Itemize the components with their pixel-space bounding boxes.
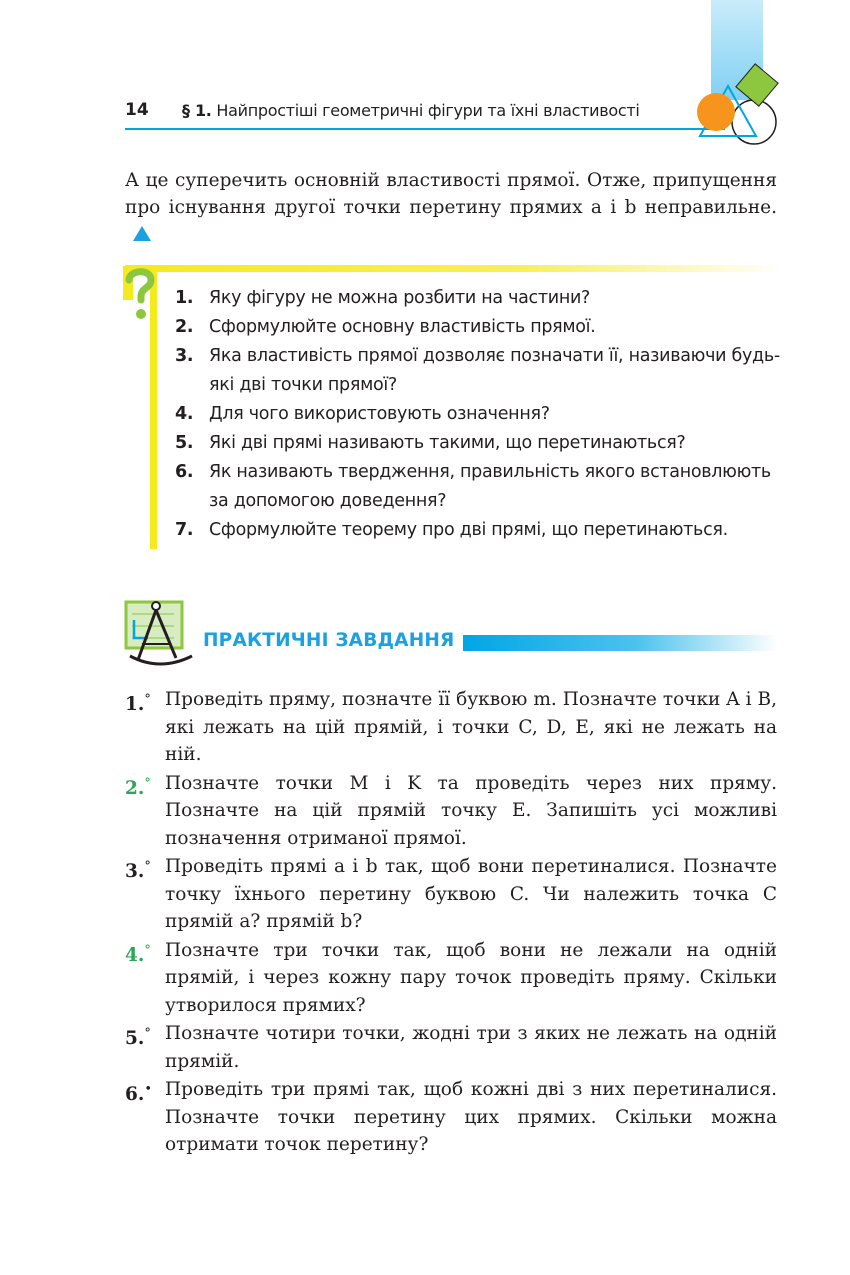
task-item [125, 937, 777, 1020]
end-of-proof-icon [133, 226, 151, 241]
question-text: Сформулюйте основну властивість прямої. [209, 317, 596, 337]
practical-tasks-list [125, 686, 777, 1160]
question-item [175, 516, 785, 545]
drafting-compass-icon [124, 600, 196, 668]
question-item [175, 342, 785, 400]
practical-tasks-title: ПРАКТИЧНІ ЗАВДАННЯ [203, 630, 455, 651]
practical-tasks-bar [463, 635, 778, 651]
page-number: 14 [125, 100, 149, 120]
question-number: 3. [175, 346, 194, 366]
question-text: Для чого використовують означення? [209, 404, 550, 424]
task-item [125, 853, 777, 936]
question-item [175, 313, 785, 342]
question-number: 2. [175, 317, 194, 337]
intro-text: А це суперечить основній властивості прямої. Отже, припущення про існування другої точки перетину прямих a і b неправильне. [125, 169, 777, 218]
task-item [125, 770, 777, 853]
task-number: 2.° [125, 775, 151, 799]
task-number: 4.° [125, 942, 151, 966]
task-number: 1.° [125, 692, 151, 716]
task-text: Проведіть три прямі так, щоб кожні дві з них перетиналися. Позначте точки перетину цих прямих. Скільки можна отримати точок перетину? [165, 1079, 777, 1155]
question-text: Які дві прямі називають такими, що перетинаються? [209, 433, 686, 453]
task-item [125, 686, 777, 769]
review-questions-list [175, 284, 785, 545]
question-number: 4. [175, 404, 194, 424]
header-rule [125, 128, 725, 130]
question-item [175, 400, 785, 429]
question-mark-icon [123, 266, 159, 324]
task-text: Позначте точки M і K та проведіть через них пряму. Позначте на цій прямій точку E. Запишіть усі можливі позначення отриманої прямої. [165, 772, 777, 849]
question-number: 6. [175, 462, 194, 482]
question-text: Яка властивість прямої дозволяє позначати її, називаючи будь-які дві точки прямої? [209, 346, 780, 395]
intro-paragraph [125, 167, 777, 248]
task-number: 5.° [125, 1026, 151, 1050]
question-item [175, 429, 785, 458]
task-text: Проведіть пряму, позначте її буквою m. Позначте точки A і B, які лежать на цій прямій, і точки C, D, E, які не лежать на ній. [165, 689, 777, 765]
question-number: 7. [175, 520, 194, 540]
task-text: Проведіть прямі a і b так, щоб вони перетиналися. Позначте точку їхнього перетину буквою C. Чи належить точка C прямій a? прямій b? [165, 856, 777, 932]
question-text: Яку фігуру не можна розбити на частини? [209, 288, 591, 308]
questions-top-bar [125, 265, 785, 272]
running-head [182, 101, 640, 120]
question-text: Сформулюйте теорему про дві прямі, що перетинаються. [209, 520, 728, 540]
section-marker: § 1. [182, 101, 212, 120]
geometric-shapes-icon [694, 58, 786, 146]
task-text: Позначте три точки так, щоб вони не лежали на одній прямій, і через кожну пару точок проведіть пряму. Скільки утворилося прямих? [165, 939, 777, 1016]
task-item [125, 1076, 777, 1159]
task-number: 3.° [125, 859, 151, 883]
question-number: 1. [175, 288, 194, 308]
question-item [175, 284, 785, 313]
section-title: Найпростіші геометричні фігури та їхні властивості [216, 101, 640, 120]
task-number: 6.• [125, 1082, 152, 1106]
question-item [175, 458, 785, 516]
task-item [125, 1020, 777, 1075]
question-number: 5. [175, 433, 194, 453]
task-text: Позначте чотири точки, жодні три з яких не лежать на одній прямій. [165, 1023, 777, 1072]
question-text: Як називають твердження, правильність якого встановлюють за допомогою доведення? [209, 462, 771, 511]
